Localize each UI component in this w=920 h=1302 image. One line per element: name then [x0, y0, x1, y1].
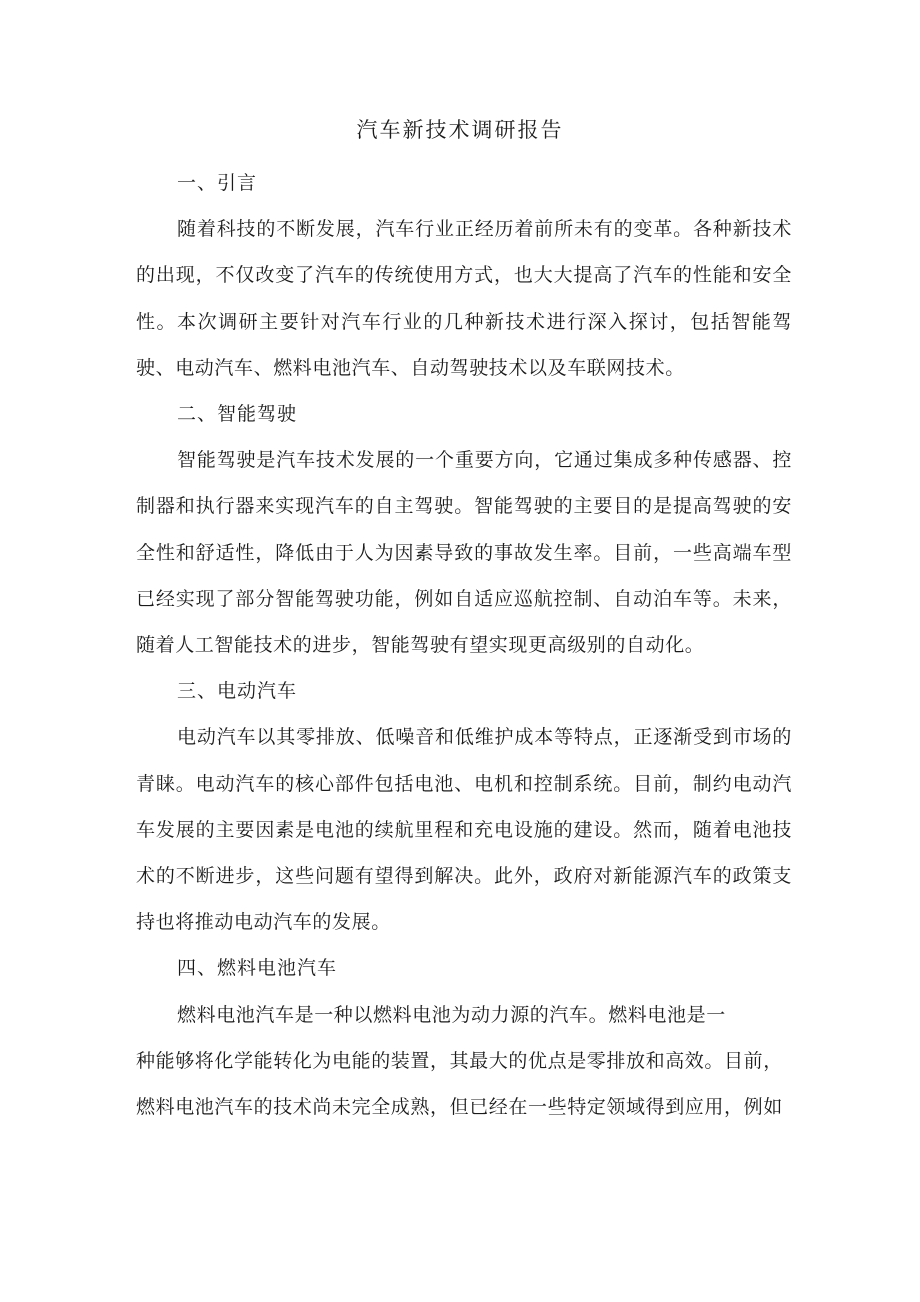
section-heading: 三、电动汽车 [177, 680, 298, 703]
section-paragraph: 随着科技的不断发展，汽车行业正经历着前所未有的变革。各种新技术的出现，不仅改变了汽车的传统使用方式，也大大提高了汽车的性能和安全性。本次调研主要针对汽车行业的几种新技术进行深入探讨，包括智能驾驶、电动汽车、燃料电池汽车、自动驾驶技术以及车联网技术。 [136, 218, 792, 379]
section-intelligent-driving [136, 391, 792, 668]
section-fuel-cell-vehicles [136, 945, 792, 1130]
section-paragraph [136, 992, 792, 1131]
section-electric-vehicles [136, 668, 792, 945]
paragraph-line: 燃料电池汽车是一种以燃料电池为动力源的汽车。燃料电池是一 [177, 1003, 726, 1026]
document-title: 汽车新技术调研报告 [356, 118, 564, 142]
section-heading: 二、智能驾驶 [177, 403, 298, 426]
paragraph-line: 燃料电池汽车的技术尚未完全成熟，但已经在一些特定领域得到应用，例如 [136, 1096, 783, 1119]
section-heading: 一、引言 [177, 172, 258, 194]
section-heading: 四、燃料电池汽车 [177, 957, 338, 980]
paragraph-line: 种能够将化学能转化为电能的装置，其最大的优点是零排放和高效。目前， [136, 1049, 783, 1072]
section-introduction [136, 160, 792, 391]
section-paragraph: 电动汽车以其零排放、低噪音和低维护成本等特点，正逐渐受到市场的青睐。电动汽车的核心部件包括电池、电机和控制系统。目前，制约电动汽车发展的主要因素是电池的续航里程和充电设施的建设。然而，随着电池技术的不断进步，这些问题有望得到解决。此外，政府对新能源汽车的政策支持也将推动电动汽车的发展。 [136, 726, 792, 934]
section-paragraph: 智能驾驶是汽车技术发展的一个重要方向，它通过集成多种传感器、控制器和执行器来实现汽车的自主驾驶。智能驾驶的主要目的是提高驾驶的安全性和舒适性，降低由于人为因素导致的事故发生率。目前，一些高端车型已经实现了部分智能驾驶功能，例如自适应巡航控制、自动泊车等。未来，随着人工智能技术的进步，智能驾驶有望实现更高级别的自动化。 [136, 449, 792, 657]
document-body [136, 160, 792, 1130]
